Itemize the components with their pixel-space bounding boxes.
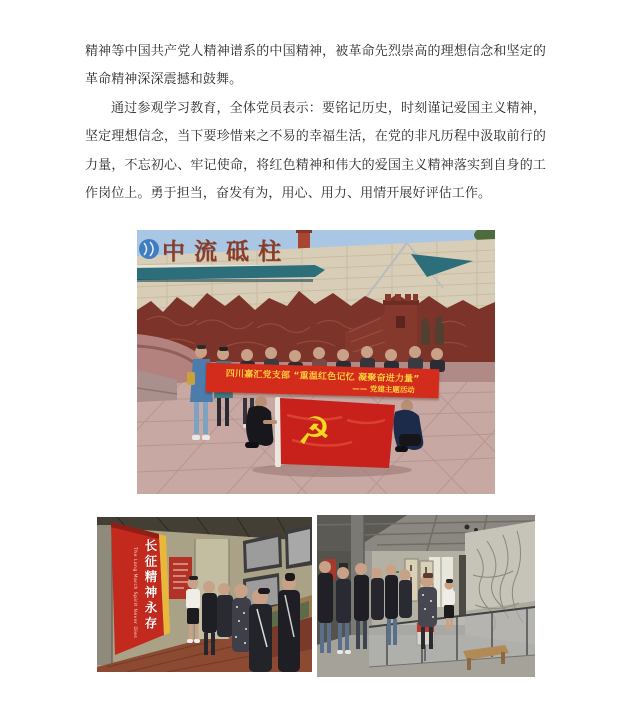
banner-text-line1: 四川嘉汇党支部 “重温红色记忆 凝聚奋进力量” bbox=[225, 369, 420, 385]
monument-wall-text: 中流砥柱 bbox=[162, 238, 290, 265]
longmarch-wall-text-en: The Long March Spirit Never Dies bbox=[132, 547, 137, 639]
party-flag bbox=[252, 397, 412, 477]
hammer-sickle-icon: ☭ bbox=[297, 409, 332, 453]
photo-monument-group bbox=[137, 230, 495, 494]
paragraph-1: 精神等中国共产党人精神谱系的中国精神，被革命先烈崇高的理想信念和坚定的革命精神深深震撼和鼓舞。 bbox=[85, 44, 546, 88]
flag-sleeve bbox=[275, 397, 281, 467]
pillar bbox=[97, 525, 112, 665]
photo-exhibit-maphall bbox=[317, 515, 535, 677]
map-caption-strip bbox=[459, 555, 466, 615]
photo-exhibit-longmarch bbox=[97, 517, 312, 672]
monument-scene bbox=[137, 230, 495, 494]
track-light bbox=[465, 525, 470, 530]
banner-text-line2: —— 党建主题活动 bbox=[352, 383, 415, 395]
round-emblem bbox=[139, 239, 159, 259]
exhibit-right-scene bbox=[317, 515, 535, 677]
body-text bbox=[85, 38, 546, 208]
paragraph-2: 通过参观学习教育，全体党员表示：要铭记历史，时刻谨记爱国主义精神，坚定理想信念，当下要珍惜来之不易的幸福生活，在党的非凡历程中汲取前行的力量，不忘初心、牢记使命，将红色精神和伟大的爱国主义精神落实到自身的工作岗位上。勇于担当，奋发有为，用心、用力、用情开展好评估工作。 bbox=[85, 100, 546, 202]
exhibit-left-scene bbox=[97, 517, 312, 672]
longmarch-wall-text-cn: 长征精神永存 bbox=[143, 539, 158, 632]
